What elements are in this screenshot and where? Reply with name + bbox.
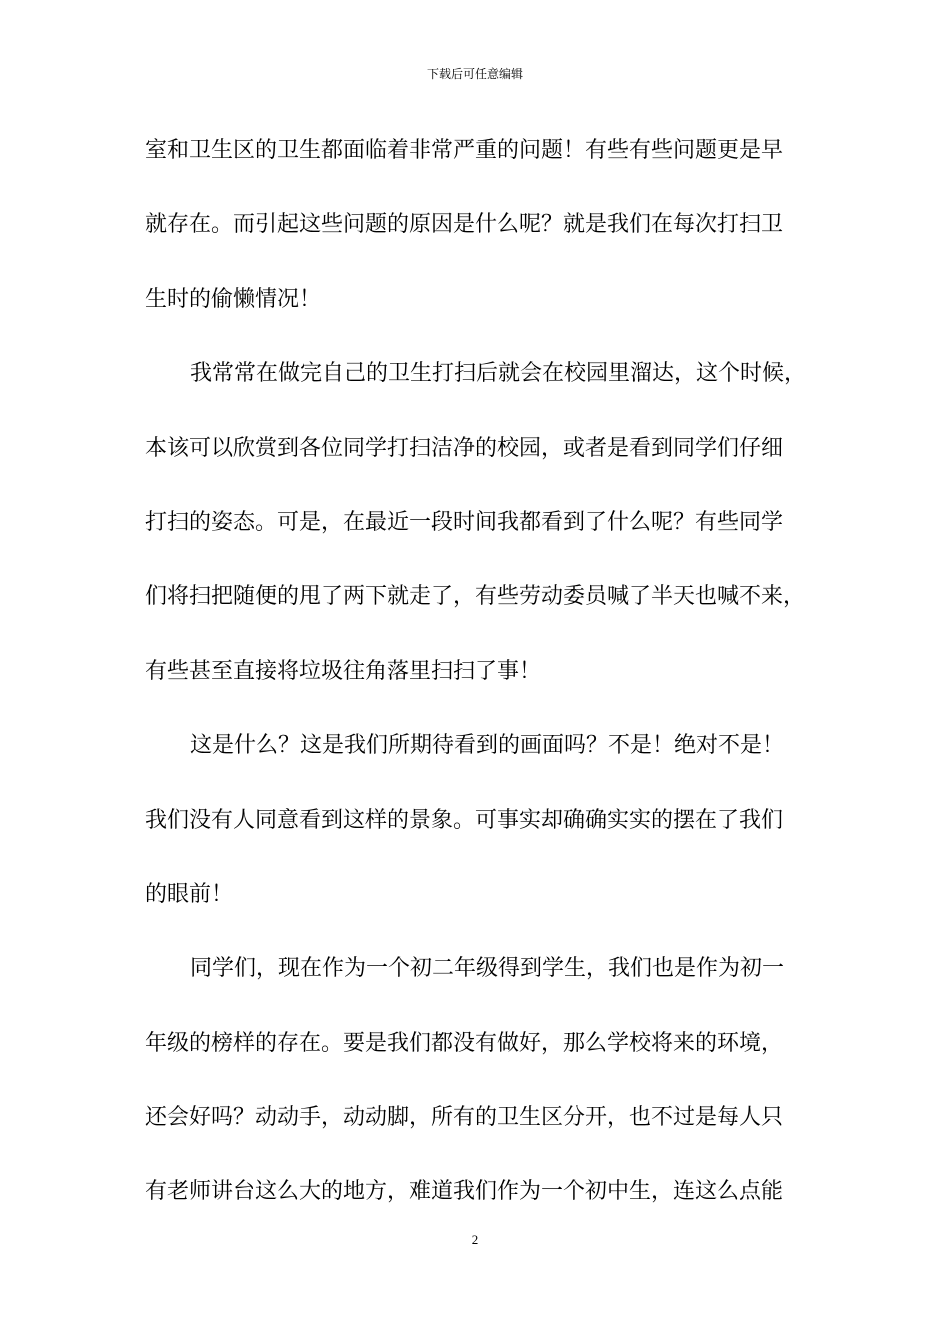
text-line: 本该可以欣赏到各位同学打扫洁净的校园，或者是看到同学们仔细 xyxy=(145,435,784,461)
paragraph-first-line: 同学们，现在作为一个初二年级得到学生，我们也是作为初一 xyxy=(190,956,785,982)
text-line: 还会好吗？动动手，动动脚，所有的卫生区分开，也不过是每人只 xyxy=(145,1105,784,1131)
text-line: 们将扫把随便的甩了两下就走了，有些劳动委员喊了半天也喊不来， xyxy=(145,584,806,610)
text-line: 年级的榜样的存在。要是我们都没有做好，那么学校将来的环境， xyxy=(145,1030,784,1056)
text-line: 有老师讲台这么大的地方，难道我们作为一个初中生，连这么点能 xyxy=(145,1179,784,1205)
text-line: 打扫的姿态。可是，在最近一段时间我都看到了什么呢？有些同学 xyxy=(145,509,784,535)
text-line: 我们没有人同意看到这样的景象。可事实却确确实实的摆在了我们 xyxy=(145,807,784,833)
document-body xyxy=(145,131,810,1247)
page-number: 2 xyxy=(471,1232,479,1247)
text-line: 就存在。而引起这些问题的原因是什么呢？就是我们在每次打扫卫 xyxy=(145,212,784,238)
paragraph-first-line: 我常常在做完自己的卫生打扫后就会在校园里溜达，这个时候， xyxy=(190,361,807,387)
text-line: 生时的偷懒情况！ xyxy=(145,286,322,312)
text-line: 的眼前！ xyxy=(145,881,234,907)
paragraph-first-line: 这是什么？这是我们所期待看到的画面吗？不是！绝对不是！ xyxy=(190,733,785,759)
page-header: 下载后可任意编辑 xyxy=(426,67,523,81)
text-line: 有些甚至直接将垃圾往角落里扫扫了事！ xyxy=(145,658,542,684)
text-line: 室和卫生区的卫生都面临着非常严重的问题！有些有些问题更是早 xyxy=(145,138,784,163)
